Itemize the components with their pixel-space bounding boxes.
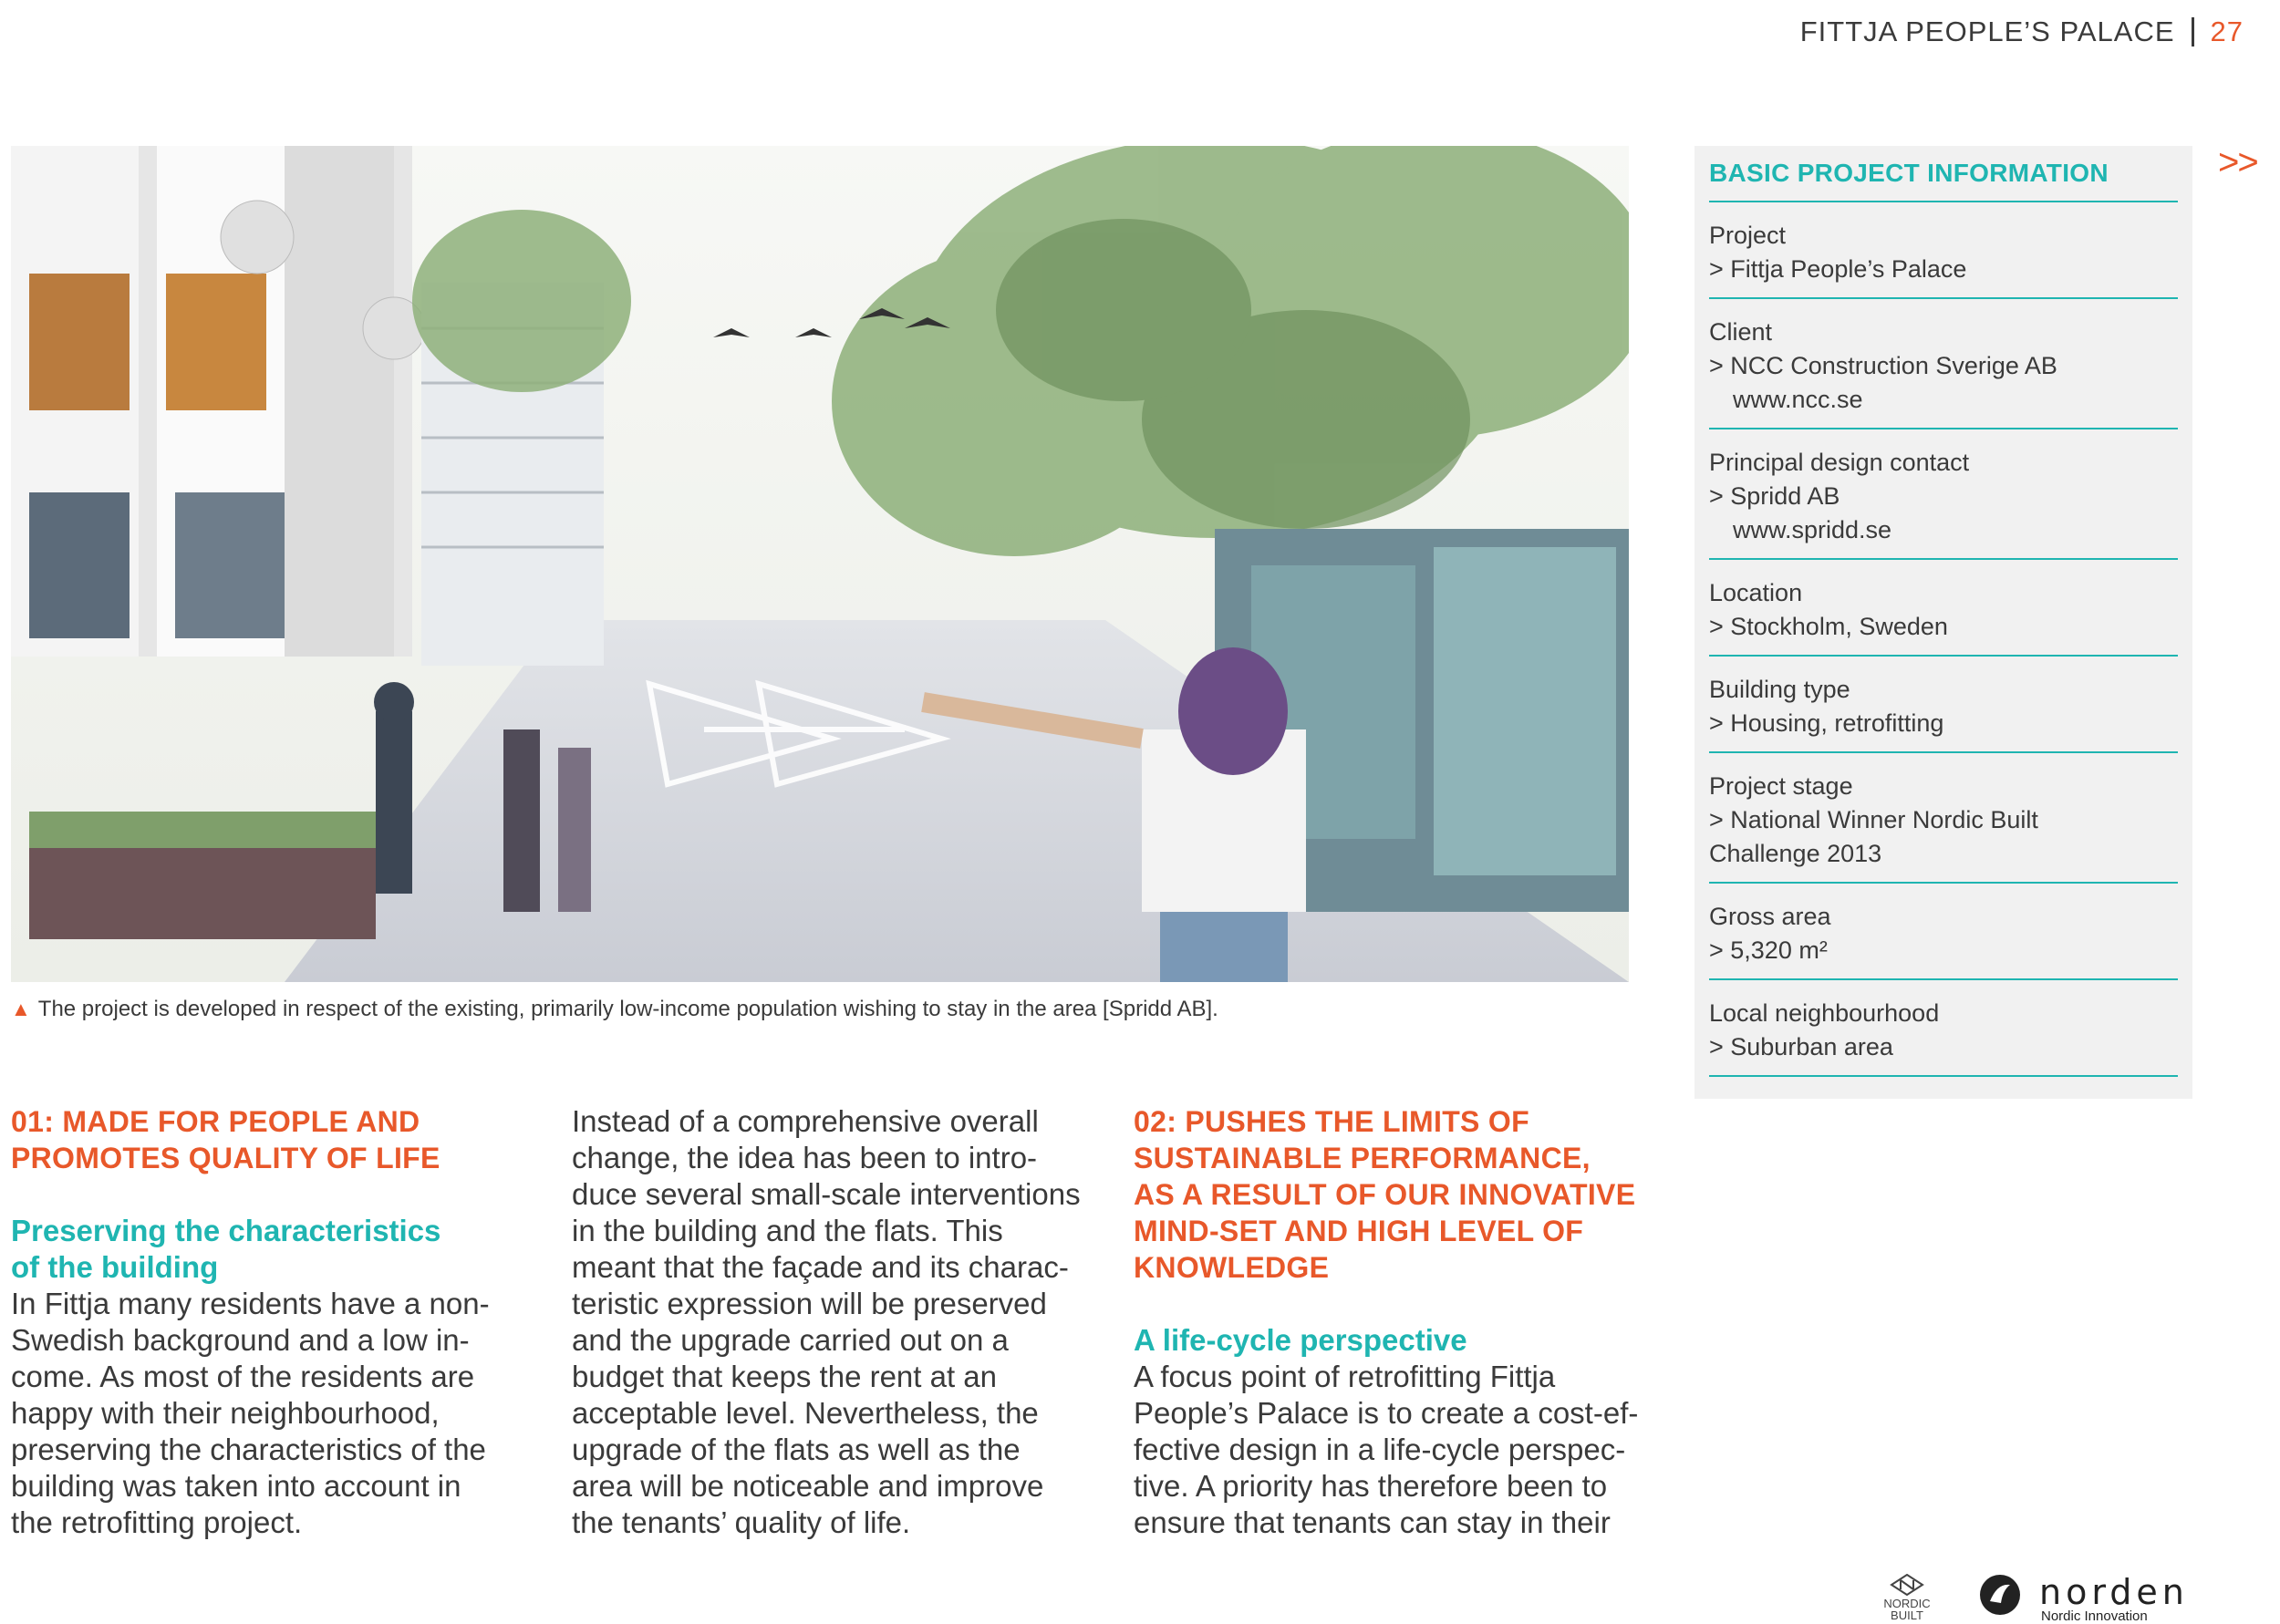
info-item-local-neighbourhood xyxy=(1709,980,2178,1077)
basic-project-info-panel xyxy=(1694,146,2192,1099)
info-label: Location xyxy=(1709,579,1803,606)
section-2-heading: 02: PUSHES THE LIMITS OF SUSTAINABLE PERFORMANCE, AS A RESULT OF OUR INNOVATIVE MIND-SET AND HIGH LEVEL OF KNOWLEDGE xyxy=(1134,1105,1636,1284)
info-value-url[interactable]: www.spridd.se xyxy=(1733,516,1892,543)
info-label: Project xyxy=(1709,222,1787,249)
column-1 xyxy=(11,1103,522,1541)
info-label: Client xyxy=(1709,318,1773,346)
info-value: > Housing, retrofitting xyxy=(1709,709,1944,737)
section-2-body: A focus point of retrofitting Fittja People’s Palace is to create a cost-ef- fective design in a life-cycle perspec- tive. A priority has therefore been to ensure that tenants can stay in their xyxy=(1134,1360,1639,1539)
info-item-project xyxy=(1709,202,2178,299)
section-1-body: In Fittja many residents have a non- Swedish background and a low in- come. As most of the residents are happy with their neighbourhood, preserving the characteristics of the building was taken into account in the retrofitting project. xyxy=(11,1287,490,1539)
norden-logo xyxy=(1977,1572,2189,1624)
info-panel-title: BASIC PROJECT INFORMATION xyxy=(1709,146,2178,202)
info-item-location xyxy=(1709,560,2178,657)
info-value: > Suburban area xyxy=(1709,1033,1893,1060)
hero-image xyxy=(11,146,1629,982)
norden-swan-icon xyxy=(1977,1572,2023,1618)
column-3 xyxy=(1134,1103,1644,1541)
nordic-built-logo: NORDIC BUILT xyxy=(1877,1574,1937,1616)
next-page-arrows[interactable]: >> xyxy=(2218,142,2257,182)
info-value: > NCC Construction Sverige AB xyxy=(1709,352,2057,379)
section-1-heading: 01: MADE FOR PEOPLE AND PROMOTES QUALITY OF LIFE xyxy=(11,1105,440,1174)
triangle-up-icon: ▲ xyxy=(11,998,31,1020)
section-1-subheading: Preserving the characteristics of the building xyxy=(11,1214,441,1284)
info-label: Building type xyxy=(1709,676,1850,703)
figure-caption xyxy=(11,997,1634,1022)
info-label: Local neighbourhood xyxy=(1709,999,1940,1027)
page-number: 27 xyxy=(2210,16,2244,47)
info-item-project-stage xyxy=(1709,753,2178,884)
header-divider xyxy=(2192,17,2194,47)
norden-subtitle: Nordic Innovation xyxy=(2041,1608,2148,1624)
info-item-gross-area xyxy=(1709,884,2178,980)
info-value-url[interactable]: www.ncc.se xyxy=(1733,386,1863,413)
info-item-building-type xyxy=(1709,657,2178,753)
info-label: Project stage xyxy=(1709,772,1853,800)
info-value: > Stockholm, Sweden xyxy=(1709,613,1948,640)
info-label: Gross area xyxy=(1709,903,1831,930)
info-item-design-contact xyxy=(1709,429,2178,560)
info-item-client xyxy=(1709,299,2178,429)
caption-text: The project is developed in respect of the existing, primarily low-income population wishing to stay in the area [Spridd AB]. xyxy=(37,997,1218,1021)
info-value: > Spridd AB xyxy=(1709,482,1840,510)
nordic-built-icon xyxy=(1889,1574,1925,1596)
info-value: > National Winner Nordic Built xyxy=(1709,806,2038,833)
norden-wordmark: norden xyxy=(2039,1572,2189,1612)
column-2 xyxy=(572,1103,1083,1541)
section-2-subheading: A life-cycle perspective xyxy=(1134,1323,1467,1357)
info-value: > 5,320 m² xyxy=(1709,936,1828,964)
info-value: > Fittja People’s Palace xyxy=(1709,255,1967,283)
page-header xyxy=(1800,9,2244,55)
info-value: Challenge 2013 xyxy=(1709,840,1882,867)
section-1-continued-body: Instead of a comprehensive overall change, the idea has been to intro- duce several small-scale interventions in the building and the flats. This meant that the façade and its charac- teristic expression will be preserved and the upgrade carried out on a budget that keeps the rent at an acceptable level. Nevertheless, the upgrade of the flats as well as the area will be noticeable and improve the tenants’ quality of life. xyxy=(572,1104,1081,1539)
info-label: Principal design contact xyxy=(1709,449,1970,476)
page-title: FITTJA PEOPLE’S PALACE xyxy=(1799,16,2175,47)
street-scene-illustration xyxy=(11,146,1629,982)
